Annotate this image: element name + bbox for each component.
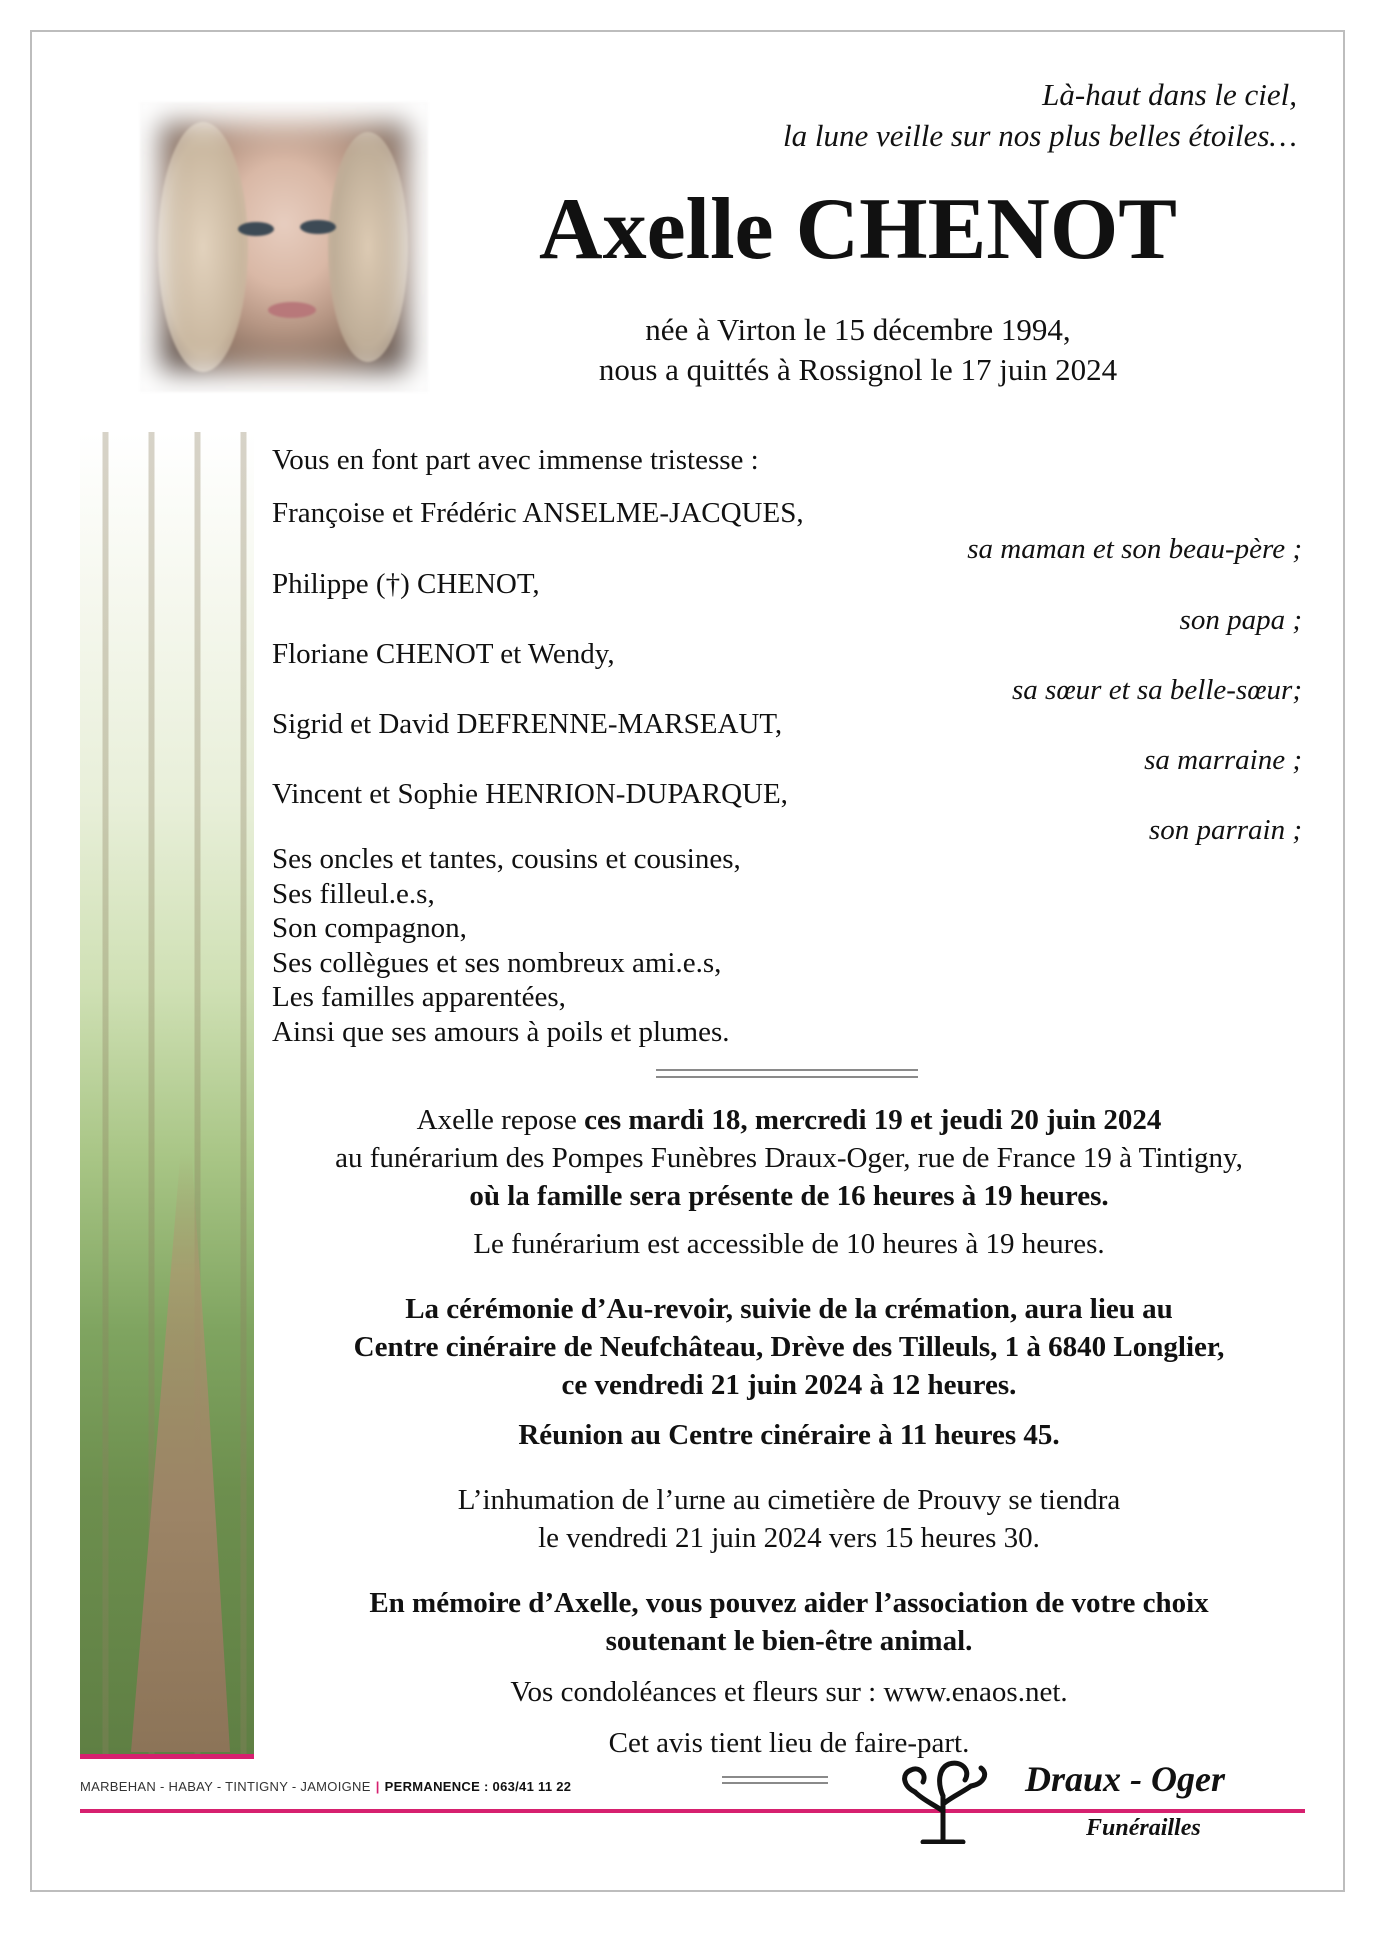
family-entry xyxy=(272,566,1302,638)
announcement-intro: Vous en font part avec immense tristesse : xyxy=(272,444,759,476)
family-name: Sigrid et David DEFRENNE-MARSEAUT, xyxy=(272,708,783,740)
life-dates xyxy=(478,310,1238,390)
family-presence: où la famille sera présente de 16 heures à 19 heures. xyxy=(469,1180,1109,1212)
repose-line xyxy=(254,1101,1324,1139)
funerarium-address: au funérarium des Pompes Funèbres Draux-Oger, rue de France 19 à Tintigny, xyxy=(335,1142,1243,1174)
footer-divider xyxy=(722,1776,828,1784)
family-entry xyxy=(272,495,1302,567)
relatives-line: Ses collègues et ses nombreux ami.e.s, xyxy=(272,946,722,979)
condolences-link[interactable]: Vos condoléances et fleurs sur : www.enaos.net. xyxy=(510,1676,1068,1708)
memory-line-1: En mémoire d’Axelle, vous pouvez aider l’association de votre choix xyxy=(369,1587,1209,1619)
portrait-photo xyxy=(140,102,428,392)
footer-locations: MARBEHAN - HABAY - TINTIGNY - JAMOIGNE xyxy=(80,1779,371,1794)
other-relatives xyxy=(272,842,741,1049)
family-name: Vincent et Sophie HENRION-DUPARQUE, xyxy=(272,778,788,810)
epitaph-quote xyxy=(597,74,1297,156)
family-entry xyxy=(272,706,1302,778)
family-name: Françoise et Frédéric ANSELME-JACQUES, xyxy=(272,497,804,529)
family-relation: sa maman et son beau-père ; xyxy=(967,533,1302,565)
footer-permanence: PERMANENCE : 063/41 11 22 xyxy=(384,1779,572,1794)
deceased-name: Axelle CHENOT xyxy=(539,181,1177,278)
brand-name: Draux - Oger xyxy=(1025,1759,1226,1799)
notice-statement: Cet avis tient lieu de faire-part. xyxy=(608,1727,970,1759)
brand-subtitle: Funérailles xyxy=(1080,1815,1207,1842)
birth-line: née à Virton le 15 décembre 1994, xyxy=(645,312,1071,347)
family-relation: sa sœur et sa belle-sœur; xyxy=(1012,674,1302,706)
relatives-line: Ses filleul.e.s, xyxy=(272,877,435,910)
footer-contact: MARBEHAN - HABAY - TINTIGNY - JAMOIGNE | PERMANENCE : 063/41 11 22 xyxy=(80,1779,572,1794)
quote-line-2: la lune veille sur nos plus belles étoiles… xyxy=(782,118,1297,153)
memory-line-2: soutenant le bien-être animal. xyxy=(605,1625,973,1657)
footer-accent-line xyxy=(80,1809,1305,1813)
family-relation: son parrain ; xyxy=(1148,814,1302,846)
family-relation: sa marraine ; xyxy=(1144,744,1302,776)
relatives-line: Ainsi que ses amours à poils et plumes. xyxy=(272,1015,730,1048)
relatives-line: Les familles apparentées, xyxy=(272,981,566,1013)
quote-line-1: Là-haut dans le ciel, xyxy=(1042,77,1297,112)
family-entry xyxy=(272,776,1302,848)
inhumation-line-2: le vendredi 21 juin 2024 vers 15 heures 30. xyxy=(538,1522,1040,1554)
double-divider xyxy=(656,1069,918,1078)
inhumation-line-1: L’inhumation de l’urne au cimetière de Prouvy se tiendra xyxy=(457,1484,1121,1516)
ceremony-line-2: Centre cinéraire de Neufchâteau, Drève des Tilleuls, 1 à 6840 Longlier, xyxy=(353,1331,1225,1363)
family-relation: son papa ; xyxy=(1179,604,1302,636)
relatives-line: Son compagnon, xyxy=(272,912,467,944)
repose-dates: ces mardi 18, mercredi 19 et jeudi 20 juin 2024 xyxy=(584,1104,1162,1136)
relatives-line: Ses oncles et tantes, cousins et cousines, xyxy=(272,843,741,875)
forest-path-image xyxy=(80,432,254,1754)
tree-logo-icon xyxy=(893,1756,993,1844)
repose-prefix: Axelle repose xyxy=(416,1104,585,1136)
ceremony-line-1: La cérémonie d’Au-revoir, suivie de la crémation, aura lieu au xyxy=(405,1293,1173,1325)
family-name: Philippe (†) CHENOT, xyxy=(272,568,540,600)
ceremony-line-3: ce vendredi 21 juin 2024 à 12 heures. xyxy=(561,1369,1017,1401)
ceremony-meeting: Réunion au Centre cinéraire à 11 heures 45. xyxy=(518,1419,1060,1451)
family-entry xyxy=(272,636,1302,708)
accent-bar xyxy=(80,1754,254,1759)
family-name: Floriane CHENOT et Wendy, xyxy=(272,638,615,670)
funerarium-hours: Le funérarium est accessible de 10 heures à 19 heures. xyxy=(473,1228,1105,1260)
death-line: nous a quittés à Rossignol le 17 juin 2024 xyxy=(598,352,1118,387)
